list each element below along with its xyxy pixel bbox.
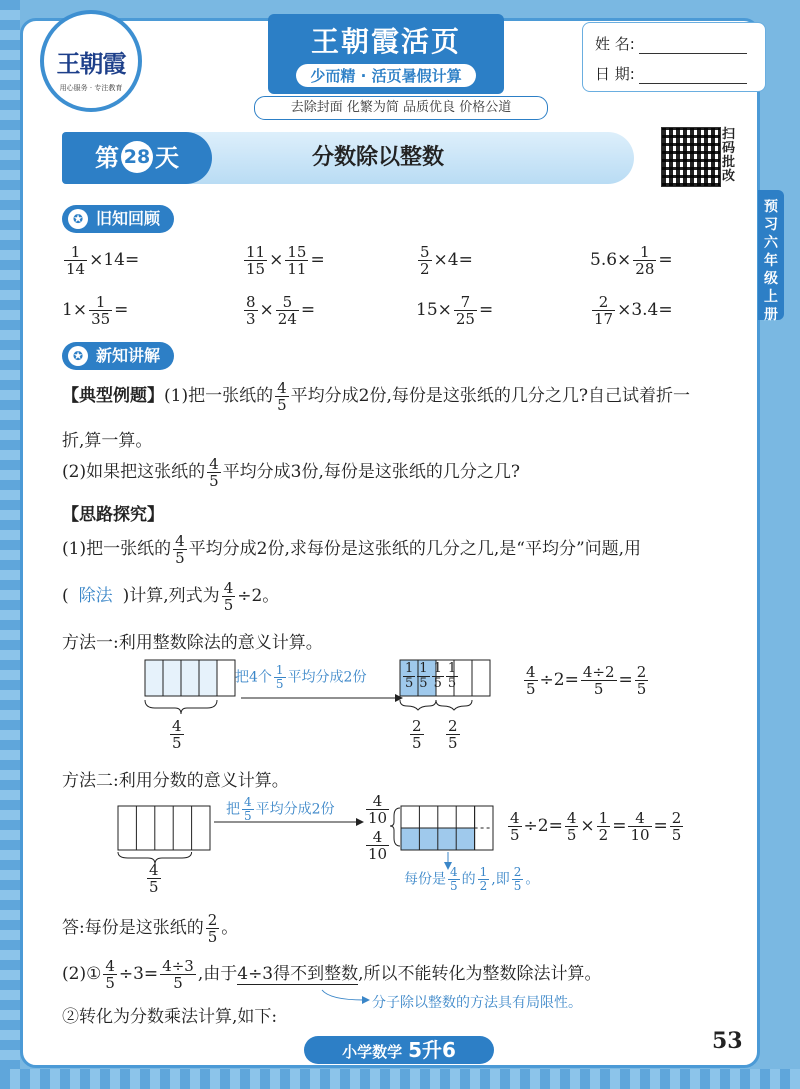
page-number: 53	[712, 1028, 743, 1054]
page-title: 分数除以整数	[312, 145, 445, 170]
day-suffix: 天	[155, 144, 179, 172]
footer-label: 小学数学	[342, 1043, 403, 1061]
answer-text: 除法	[78, 586, 113, 606]
fraction: $\frac{1}{5}$	[433, 661, 442, 691]
fraction: $\frac{2}{5}$	[412, 717, 422, 752]
method-2-equation: $\frac{4}{5}$ ÷2= $\frac{4}{5}$ × $\frac{1}{2}$ = $\frac{4}{10}$ = $\frac{2}{5}$	[510, 809, 682, 844]
fraction: $\frac{1}{35}$	[91, 293, 111, 328]
review-item-8: $\frac{2}{17}$ ×3.4=	[594, 293, 673, 328]
answer-line: 答:每份是这张纸的 $\frac{2}{5}$ 。	[62, 911, 239, 946]
review-item-4: 5.6× $\frac{1}{28}$ =	[590, 243, 673, 278]
fraction: $\frac{4}{10}$	[368, 792, 388, 827]
date-label: 日 期:	[595, 65, 635, 83]
note-arrow	[320, 990, 370, 1006]
fraction: $\frac{4\div 2}{5}$	[582, 663, 615, 698]
fraction: $\frac{1}{2}$	[479, 865, 488, 893]
fraction: $\frac{2}{17}$	[594, 293, 614, 328]
example-line-3: (2)如果把这张纸的 $\frac{4}{5}$ 平均分成3份,每份是这张纸的几分之几?	[62, 455, 520, 490]
label-four-fifths-m2	[145, 862, 163, 895]
left-decorative-border	[0, 0, 20, 1089]
fraction: $\frac{5}{2}$	[420, 243, 430, 278]
fraction: $\frac{4}{5}$	[526, 663, 536, 698]
arrow-head	[356, 818, 364, 826]
date-row	[595, 63, 747, 84]
strip-part	[145, 660, 163, 696]
method-2-subnote: 每份是 $\frac{4}{5}$ 的 $\frac{1}{2}$ ,即 $\frac{2}{5}$ 。	[404, 865, 540, 893]
review-pill-label: 旧知回顾	[96, 209, 161, 228]
fraction: $\frac{1}{5}$	[447, 661, 457, 691]
fraction: $\frac{4}{5}$	[209, 455, 219, 490]
qr-code-icon[interactable]	[661, 127, 721, 187]
header-banner	[268, 14, 504, 94]
fraction: $\frac{4}{5}$	[175, 532, 185, 567]
name-row	[595, 33, 747, 54]
day-number: 28	[121, 141, 153, 173]
strip-whole	[118, 806, 210, 850]
part-2-note: 分子除以整数的方法具有局限性。	[372, 995, 582, 1011]
think-line-1: (1)把一张纸的 $\frac{4}{5}$ 平均分成2份,求每份是这张纸的几分之几,是“平均分”问题,用	[62, 532, 642, 567]
think-line-2: ( 除法 )计算,列式为 $\frac{4}{5}$ ÷2。	[62, 579, 280, 614]
example-line-1: 【典型例题】(1)把一张纸的 $\frac{4}{5}$ 平均分成2份,每份是这张纸的几分之几?自己试着折一	[62, 379, 690, 414]
fraction: $\frac{4\div 3}{5}$	[162, 957, 194, 992]
brand-title: 王朝霞活页	[310, 25, 461, 58]
fraction: $\frac{15}{11}$	[287, 243, 307, 278]
review-pill	[62, 205, 174, 233]
review-item-2: $\frac{11}{15}$ × $\frac{15}{11}$ =	[246, 243, 325, 278]
name-date-box	[582, 22, 766, 92]
newknow-pill-label: 新知讲解	[96, 346, 161, 365]
fraction: $\frac{7}{25}$	[455, 293, 475, 328]
method-2-note: 把 $\frac{4}{5}$ 平均分成2份	[226, 795, 335, 823]
fraction: $\frac{4}{5}$	[149, 861, 159, 896]
newknow-pill	[62, 342, 174, 370]
brace	[390, 808, 400, 846]
fraction: $\frac{4}{10}$	[630, 809, 650, 844]
example-line-2: 折,算一算。	[62, 431, 153, 451]
name-field[interactable]	[639, 39, 747, 54]
name-label: 姓 名:	[595, 35, 635, 53]
fraction: $\frac{1}{2}$	[598, 809, 609, 844]
slogan: 去除封面 化繁为简 品质优良 价格公道	[254, 96, 548, 120]
label-two-fifths-a	[408, 718, 426, 751]
fraction: $\frac{4}{5}$	[105, 957, 115, 992]
fraction: $\frac{8}{3}$	[246, 293, 256, 328]
brace	[436, 700, 472, 710]
fraction: $\frac{4}{5}$	[510, 809, 520, 844]
bottom-decorative-border	[0, 1069, 800, 1089]
day-prefix: 第	[95, 144, 119, 172]
day-bar	[62, 132, 634, 184]
review-item-7: 15× $\frac{7}{25}$ =	[416, 293, 494, 328]
brand-subtitle: 少而精 · 活页暑假计算	[296, 64, 475, 87]
brand-logo	[40, 10, 142, 112]
strip-part	[199, 660, 217, 696]
review-item-3: $\frac{5}{2}$ ×4=	[420, 243, 473, 278]
strip-part	[163, 660, 181, 696]
part-2-line-2: ②转化为分数乘法计算,如下:	[62, 1007, 278, 1027]
label-two-fifths-b	[444, 718, 462, 751]
note-arrow-head	[362, 996, 370, 1004]
fraction: $\frac{1}{14}$	[66, 243, 86, 278]
footer-grade: 5升6	[408, 1038, 456, 1062]
cell-labels	[402, 662, 459, 691]
brace	[145, 700, 217, 714]
fraction: $\frac{4}{5}$	[172, 717, 182, 752]
review-item-5: 1× $\frac{1}{35}$ =	[62, 293, 129, 328]
fraction: $\frac{4}{5}$	[450, 865, 458, 893]
badge-icon: ✪	[68, 209, 88, 229]
think-label: 【思路探究】	[62, 505, 164, 525]
fraction: $\frac{1}{5}$	[405, 661, 414, 691]
brace	[400, 700, 436, 710]
method-1-title: 方法一:利用整数除法的意义计算。	[62, 633, 323, 653]
fraction: $\frac{1}{5}$	[419, 661, 428, 691]
label-four-fifths	[168, 718, 186, 751]
review-item-1: $\frac{1}{14}$ ×14=	[66, 243, 140, 278]
day-badge	[62, 132, 212, 184]
logo-text: 王朝霞	[56, 49, 126, 78]
fraction: $\frac{2}{5}$	[513, 865, 522, 893]
fraction: $\frac{2}{5}$	[671, 809, 682, 844]
fraction: $\frac{1}{28}$	[635, 243, 655, 278]
fraction: $\frac{1}{5}$	[275, 663, 284, 691]
badge-icon: ✪	[68, 346, 88, 366]
fraction: $\frac{2}{5}$	[636, 663, 647, 698]
scan-label: 扫码批改	[722, 127, 736, 184]
note-arrow-line	[322, 990, 364, 1000]
footer-badge	[304, 1036, 494, 1064]
fraction: $\frac{4}{5}$	[566, 809, 577, 844]
fraction: $\frac{4}{10}$	[368, 828, 388, 863]
fraction: $\frac{2}{5}$	[448, 717, 458, 752]
method-1-note: 把4个 $\frac{1}{5}$ 平均分成2份	[235, 663, 367, 691]
strip-part	[181, 660, 199, 696]
review-item-6: $\frac{8}{3}$ × $\frac{5}{24}$ =	[246, 293, 316, 328]
fraction: $\frac{4}{5}$	[277, 379, 287, 414]
fraction: $\frac{2}{5}$	[207, 911, 218, 946]
fraction: $\frac{11}{15}$	[246, 243, 266, 278]
method-1-equation: $\frac{4}{5}$ ÷2= $\frac{4\div 2}{5}$ = $\frac{2}{5}$	[526, 663, 647, 698]
logo-subtext: 用心服务 · 专注教育	[59, 84, 123, 92]
label-four-tenths-b	[364, 829, 391, 862]
fraction: $\frac{4}{5}$	[244, 795, 252, 823]
part-2-line-1: (2)① $\frac{4}{5}$ ÷3= $\frac{4\div 3}{5}$ ,由于4÷3得不到整数,所以不能转化为整数除法计算。	[62, 957, 602, 992]
date-field[interactable]	[639, 69, 747, 84]
fraction: $\frac{4}{5}$	[223, 579, 234, 614]
side-tab: 预习六年级上册	[758, 190, 784, 320]
method-2-title: 方法二:利用分数的意义计算。	[62, 771, 289, 791]
fraction: $\frac{5}{24}$	[277, 293, 297, 328]
label-four-tenths-a	[364, 793, 391, 826]
